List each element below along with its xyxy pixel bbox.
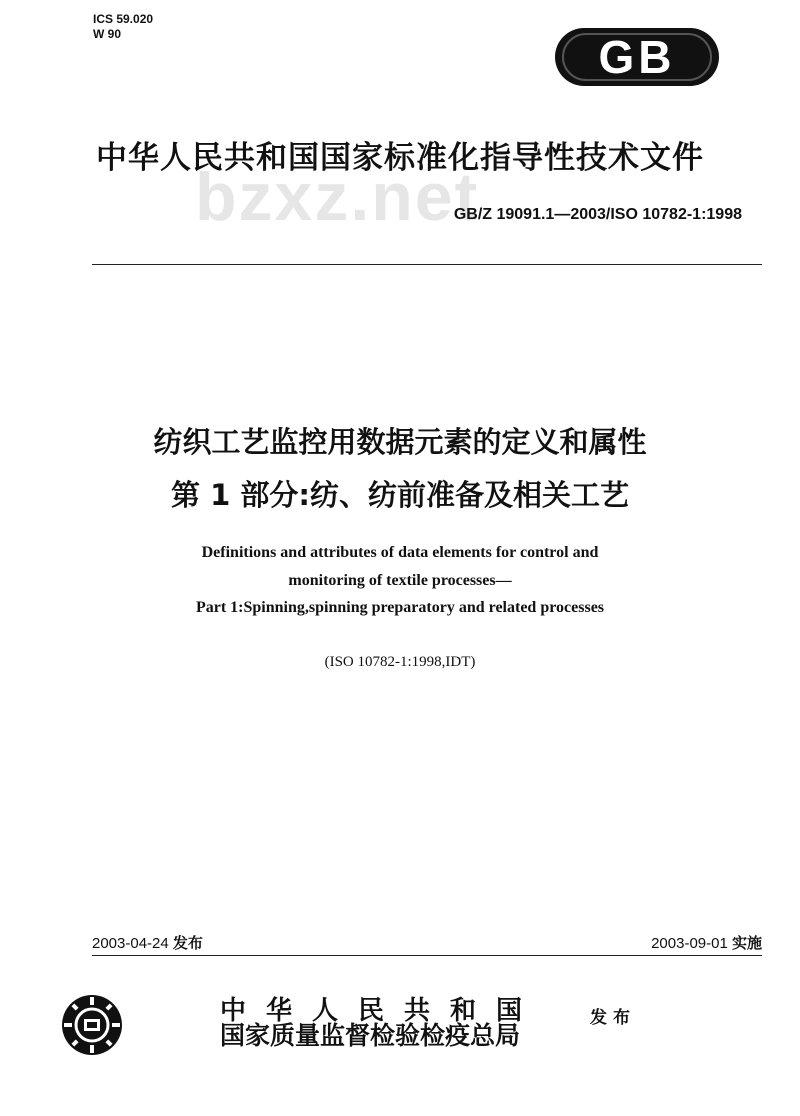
top-divider bbox=[92, 264, 762, 265]
watermark: bzxz.net bbox=[195, 159, 480, 235]
standard-number: GB/Z 19091.1—2003/ISO 10782-1:1998 bbox=[453, 206, 742, 223]
publisher-line2: 国家质量监督检验检疫总局 bbox=[220, 1021, 521, 1050]
ics-code: ICS 59.020 bbox=[93, 12, 154, 26]
title-cn-line1: 纺织工艺监控用数据元素的定义和属性 bbox=[153, 425, 647, 459]
title-en-line2: monitoring of textile processes— bbox=[288, 572, 512, 589]
emblem-icon bbox=[60, 993, 124, 1057]
implement-date-value: 2003-09-01 bbox=[651, 935, 728, 952]
issue-date bbox=[92, 932, 203, 953]
ccs-code: W 90 bbox=[93, 27, 122, 41]
bottom-divider bbox=[92, 955, 762, 956]
title-cn-line2: 第 1 部分:纺、纺前准备及相关工艺 bbox=[171, 478, 629, 512]
issue-date-value: 2003-04-24 bbox=[92, 935, 169, 952]
implement-date-label: 实施 bbox=[731, 934, 762, 952]
implement-date bbox=[651, 932, 762, 953]
classification-codes bbox=[93, 12, 153, 42]
gb-logo bbox=[553, 26, 721, 88]
publisher-line1: 中华人民共和国 bbox=[220, 996, 543, 1026]
title-en-line3: Part 1:Spinning,spinning preparatory and related processes bbox=[195, 599, 605, 616]
identity-statement: (ISO 10782-1:1998,IDT) bbox=[324, 654, 476, 670]
gb-logo-text: GB bbox=[598, 31, 676, 83]
title-en-line1: Definitions and attributes of data elements for control and bbox=[201, 544, 599, 561]
publish-verb: 发布 bbox=[590, 1008, 636, 1028]
issue-date-label: 发布 bbox=[172, 934, 203, 952]
document-type: 中华人民共和国国家标准化指导性技术文件 bbox=[96, 140, 704, 176]
